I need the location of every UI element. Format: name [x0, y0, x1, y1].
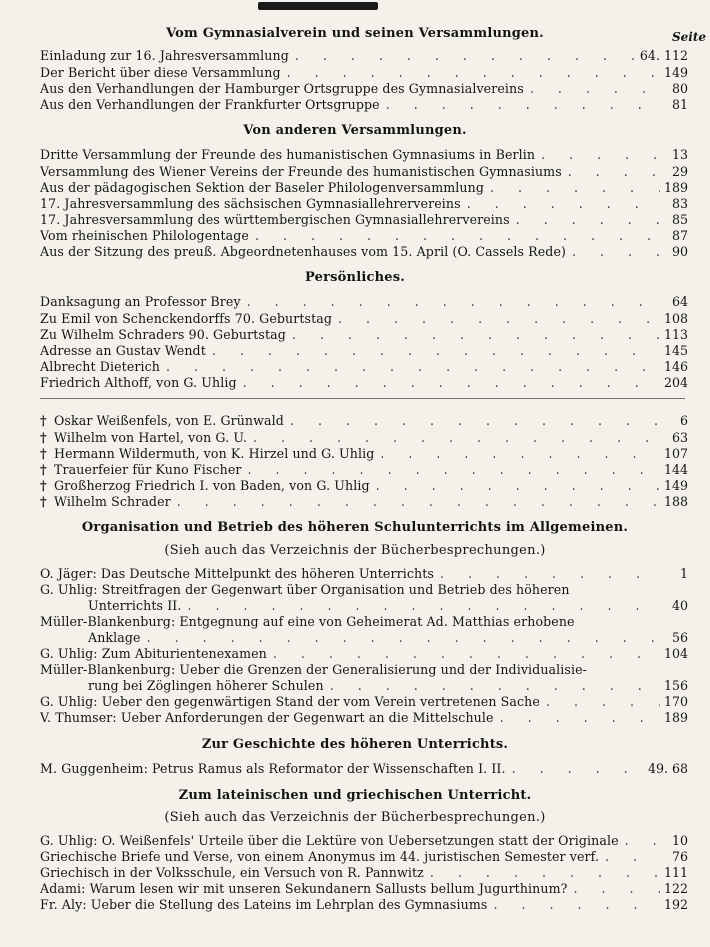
toc-entry: Der Bericht über diese Versammlung . . . 149	[40, 65, 688, 81]
obituary-entry: † Wilhelm von Hartel, von G. U. . . . 63	[40, 430, 688, 446]
toc-entry: Aus den Verhandlungen der Hamburger Ortsgruppe des Gymnasialvereins . . . 80	[40, 81, 688, 97]
toc-entry-continuation: rung bei Zöglingen höherer Schulen . . . 156	[88, 678, 688, 694]
toc-entry: Griechisch in der Volksschule, ein Versuch von R. Pannwitz . . . 111	[40, 865, 688, 881]
toc-entry: Aus den Verhandlungen der Frankfurter Ortsgruppe . . . 81	[40, 97, 688, 113]
cross-icon: †	[40, 446, 47, 461]
obituary-entry: † Oskar Weißenfels, von E. Grünwald . . . 6	[40, 413, 688, 429]
toc-entry: M. Guggenheim: Petrus Ramus als Reformator der Wissenschaften I. II. . . . 49. 68	[40, 761, 688, 777]
toc-entry: G. Uhlig: Ueber den gegenwärtigen Stand der vom Verein vertretenen Sache . . . 170	[40, 694, 688, 710]
toc-entry: Aus der pädagogischen Sektion der Baseler Philologenversammlung . . . 189	[40, 180, 688, 196]
section-note: (Sieh auch das Verzeichnis der Bücherbesprechungen.)	[164, 543, 546, 558]
toc-entry: Fr. Aly: Ueber die Stellung des Lateins im Lehrplan des Gymnasiums . . . 192	[40, 897, 688, 913]
section-heading-organisation: Organisation und Betrieb des höheren Schulunterrichts im Allgemeinen.	[81, 520, 629, 535]
obituary-entry: † Großherzog Friedrich I. von Baden, von G. Uhlig . . . 149	[40, 478, 688, 494]
section-heading-gymnasialverein: Vom Gymnasialverein und seinen Versammlungen.	[166, 26, 544, 41]
toc-entry: Dritte Versammlung der Freunde des humanistischen Gymnasiums in Berlin . . . 13	[40, 147, 688, 163]
toc-entry: Albrecht Dieterich . . . 146	[40, 359, 688, 375]
toc-entry-continuation: Anklage . . . 56	[88, 630, 688, 646]
cross-icon: †	[40, 478, 47, 493]
section-heading-latein-griechisch: Zum lateinischen und griechischen Unterricht.	[178, 788, 532, 803]
toc-entry: G. Uhlig: O. Weißenfels' Urteile über die Lektüre von Uebersetzungen statt der Originale . . . 10	[40, 833, 688, 849]
toc-entry: Einladung zur 16. Jahresversammlung . . . 64. 112	[40, 48, 688, 64]
toc-entry: 17. Jahresversammlung des württembergischen Gymnasiallehrervereins . . . 85	[40, 212, 688, 228]
toc-entry: Adami: Warum lesen wir mit unseren Sekundanern Sallusts bellum Jugurthinum? . . . 122	[40, 881, 688, 897]
toc-entry: Versammlung des Wiener Vereins der Freunde des humanistischen Gymnasiums . . . 29	[40, 164, 688, 180]
toc-entry: Müller-Blankenburg: Entgegnung auf eine von Geheimerat Ad. Matthias erhobene	[40, 614, 575, 629]
cross-icon: †	[40, 413, 47, 428]
toc-entry: Adresse an Gustav Wendt . . . 145	[40, 343, 688, 359]
toc-entry: V. Thumser: Ueber Anforderungen der Gegenwart an die Mittelschule . . . 189	[40, 710, 688, 726]
section-heading-geschichte: Zur Geschichte des höheren Unterrichts.	[201, 737, 509, 752]
toc-entry-continuation: Unterrichts II. . . . 40	[88, 598, 688, 614]
toc-entry: Danksagung an Professor Brey . . . 64	[40, 294, 688, 310]
toc-entry: Friedrich Althoff, von G. Uhlig . . . 204	[40, 375, 688, 391]
cross-icon: †	[40, 462, 47, 477]
section-heading-persoenliches: Persönliches.	[305, 270, 405, 285]
top-rule	[258, 2, 378, 10]
toc-entry: 17. Jahresversammlung des sächsischen Gymnasiallehrervereins . . . 83	[40, 196, 688, 212]
section-note: (Sieh auch das Verzeichnis der Bücherbesprechungen.)	[164, 810, 546, 825]
toc-entry: G. Uhlig: Zum Abiturientenexamen . . . 104	[40, 646, 688, 662]
obituary-entry: † Trauerfeier für Kuno Fischer . . . 144	[40, 462, 688, 478]
cross-icon: †	[40, 494, 47, 509]
cross-icon: †	[40, 430, 47, 445]
obituary-divider	[40, 398, 685, 399]
toc-entry: Griechische Briefe und Verse, von einem Anonymus im 44. juristischen Semester verf. . . . 76	[40, 849, 688, 865]
toc-entry: Zu Emil von Schenckendorffs 70. Geburtstag . . . 108	[40, 311, 688, 327]
toc-entry: Müller-Blankenburg: Ueber die Grenzen der Generalisierung und der Individualisie-	[40, 662, 588, 677]
toc-entry: O. Jäger: Das Deutsche Mittelpunkt des höheren Unterrichts . . . 1	[40, 566, 688, 582]
toc-entry: G. Uhlig: Streitfragen der Gegenwart über Organisation und Betrieb des höheren	[40, 582, 570, 597]
obituary-entry: † Wilhelm Schrader . . . 188	[40, 494, 688, 510]
obituary-entry: † Hermann Wildermuth, von K. Hirzel und G. Uhlig . . . 107	[40, 446, 688, 462]
toc-entry: Vom rheinischen Philologentage . . . 87	[40, 228, 688, 244]
section-heading-andere-versammlungen: Von anderen Versammlungen.	[243, 123, 467, 138]
seite-column-label: Seite	[671, 30, 706, 44]
toc-entry: Zu Wilhelm Schraders 90. Geburtstag . . . 113	[40, 327, 688, 343]
toc-entry: Aus der Sitzung des preuß. Abgeordnetenhauses vom 15. April (O. Cassels Rede) . . . 90	[40, 244, 688, 260]
